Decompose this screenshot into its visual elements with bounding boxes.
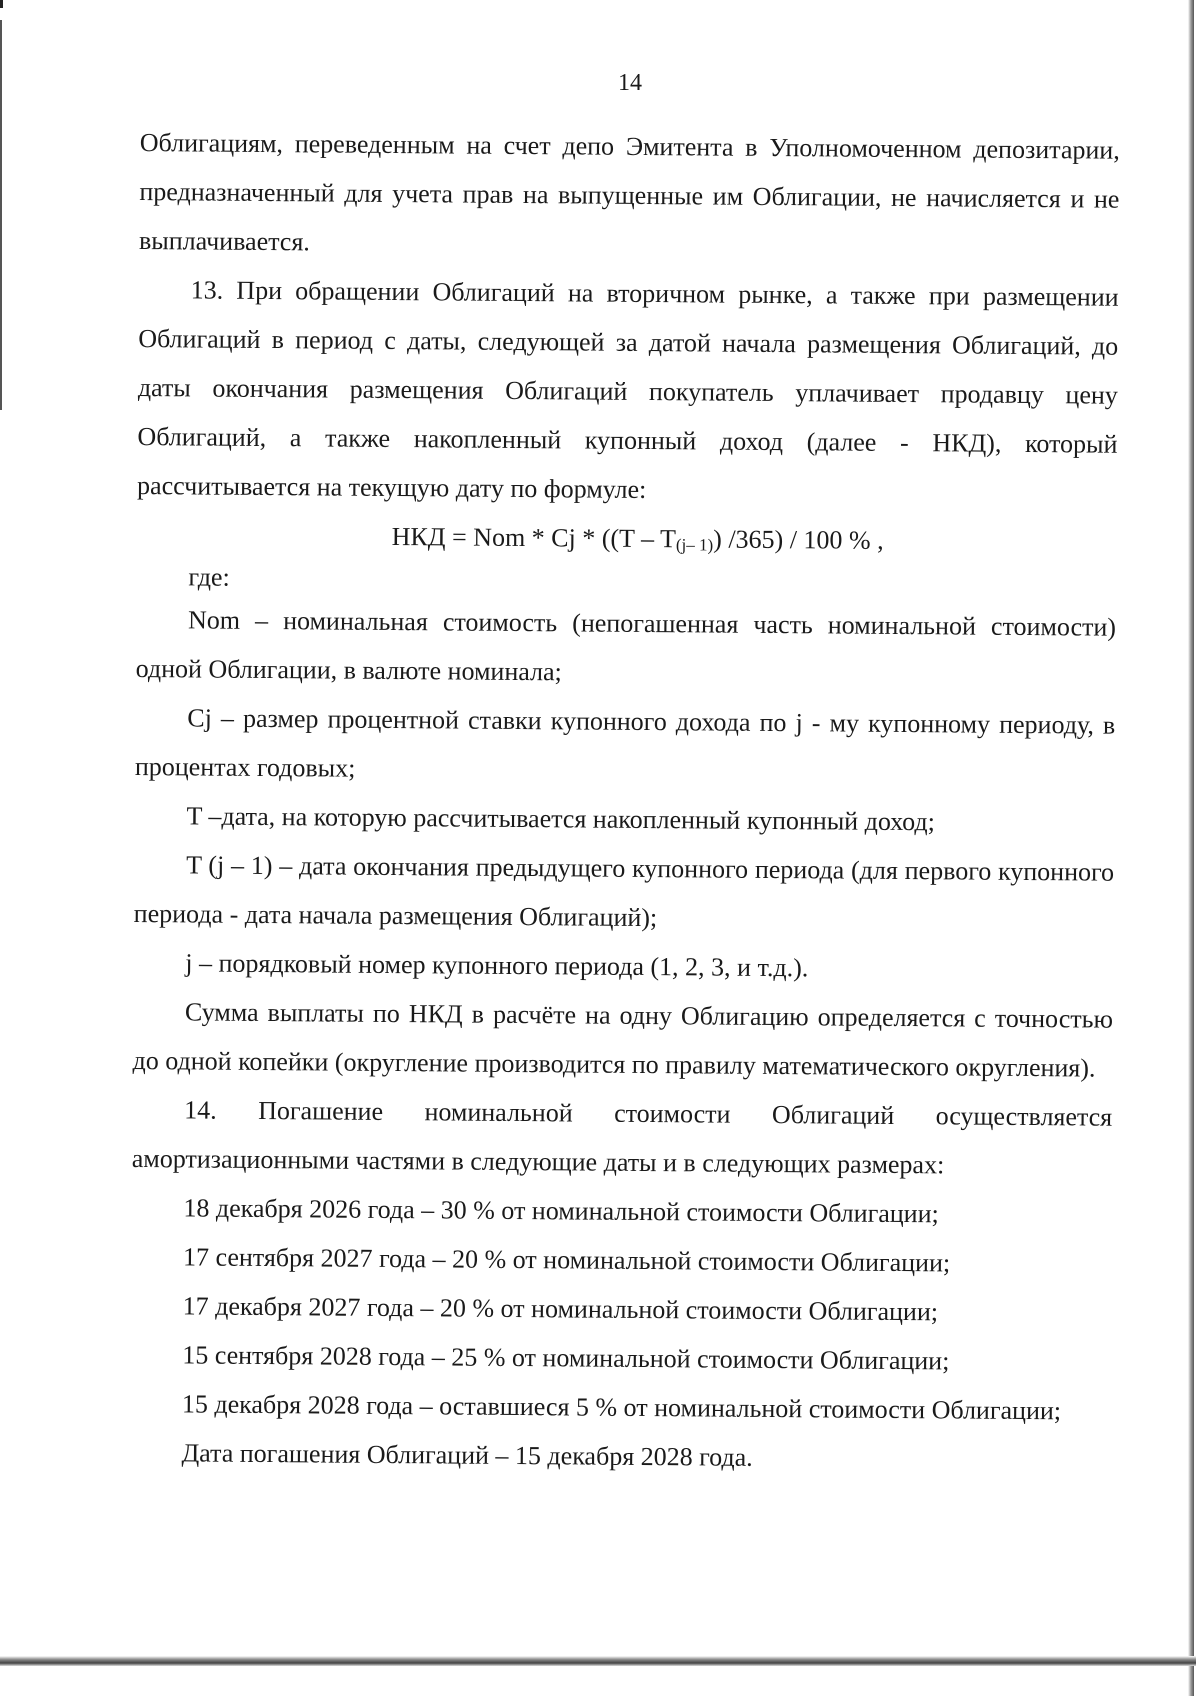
definition-nom: Nom – номинальная стоимость (непогашенная часть номинальной стоимости) одной Облигации, в валюте номинала; bbox=[135, 605, 1117, 687]
page-number: 14 bbox=[618, 70, 642, 96]
definition-t-j-1: T (j – 1) – дата окончания предыдущего купонного периода (для первого купонного периода - дата начала размещения Облигаций); bbox=[133, 850, 1115, 933]
scan-edge-mark bbox=[0, 0, 3, 8]
amortization-item: 15 декабря 2028 года – оставшиеся 5 % от номинальной стоимости Облигации; bbox=[181, 1389, 1062, 1426]
maturity-date: Дата погашения Облигаций – 15 декабря 2028 года. bbox=[181, 1438, 753, 1472]
paragraph-14-amortization: 14. Погашение номинальной стоимости Облигаций осуществляется амортизационными частями в следующие даты и в следующих размерах: bbox=[131, 1095, 1113, 1180]
formula-where-label: где: bbox=[188, 562, 230, 592]
document-body bbox=[129, 118, 1120, 1485]
definition-j: j – порядковый номер купонного периода (1, 2, 3, и т.д.). bbox=[185, 948, 809, 983]
amortization-item: 18 декабря 2026 года – 30 % от номинальной стоимости Облигации; bbox=[183, 1193, 939, 1229]
scan-left-edge bbox=[0, 20, 2, 410]
definition-cj: Cj – размер процентной ставки купонного дохода по j - му купонному периоду, в процентах годовых; bbox=[134, 703, 1116, 783]
definition-t: T –дата, на которую рассчитывается накопленный купонный доход; bbox=[186, 801, 936, 837]
formula-tail: ) /365) / 100 % , bbox=[713, 524, 884, 555]
paragraph-coupon-not-accrued: Облигациям, переведенным на счет депо Эмитента в Уполномоченном депозитарии, предназначенный для учета прав на выпущенные им Облигации, не начисляется и не выплачивается. bbox=[138, 127, 1120, 257]
scan-right-edge bbox=[1188, 0, 1194, 1696]
nkd-formula bbox=[137, 510, 1117, 567]
formula-subscript: (j– 1) bbox=[675, 535, 714, 555]
formula-main: НКД = Nom * Cj * ((T – T bbox=[391, 521, 677, 554]
amortization-item: 15 сентября 2028 года – 25 % от номинальной стоимости Облигации; bbox=[182, 1340, 950, 1376]
paragraph-rounding: Сумма выплаты по НКД в расчёте на одну Облигацию определяется с точностью до одной копейки (округление производится по правилу математического округления). bbox=[132, 997, 1114, 1083]
amortization-item: 17 декабря 2027 года – 20 % от номинальной стоимости Облигации; bbox=[182, 1291, 939, 1327]
scan-bottom-edge bbox=[0, 1656, 1196, 1666]
amortization-item: 17 сентября 2027 года – 20 % от номинальной стоимости Облигации; bbox=[182, 1242, 951, 1278]
paragraph-13-accrued-income: 13. При обращении Облигаций на вторичном рынке, а также при размещении Облигаций в период с даты, следующей за датой начала размещения Облигаций, до даты окончания размещения Облигаций покупатель уплачивает продавцу цену Облигаций, а также накопленный купонный доход (далее - НКД), который рассчитывается на текущую дату по формуле: bbox=[136, 275, 1119, 504]
